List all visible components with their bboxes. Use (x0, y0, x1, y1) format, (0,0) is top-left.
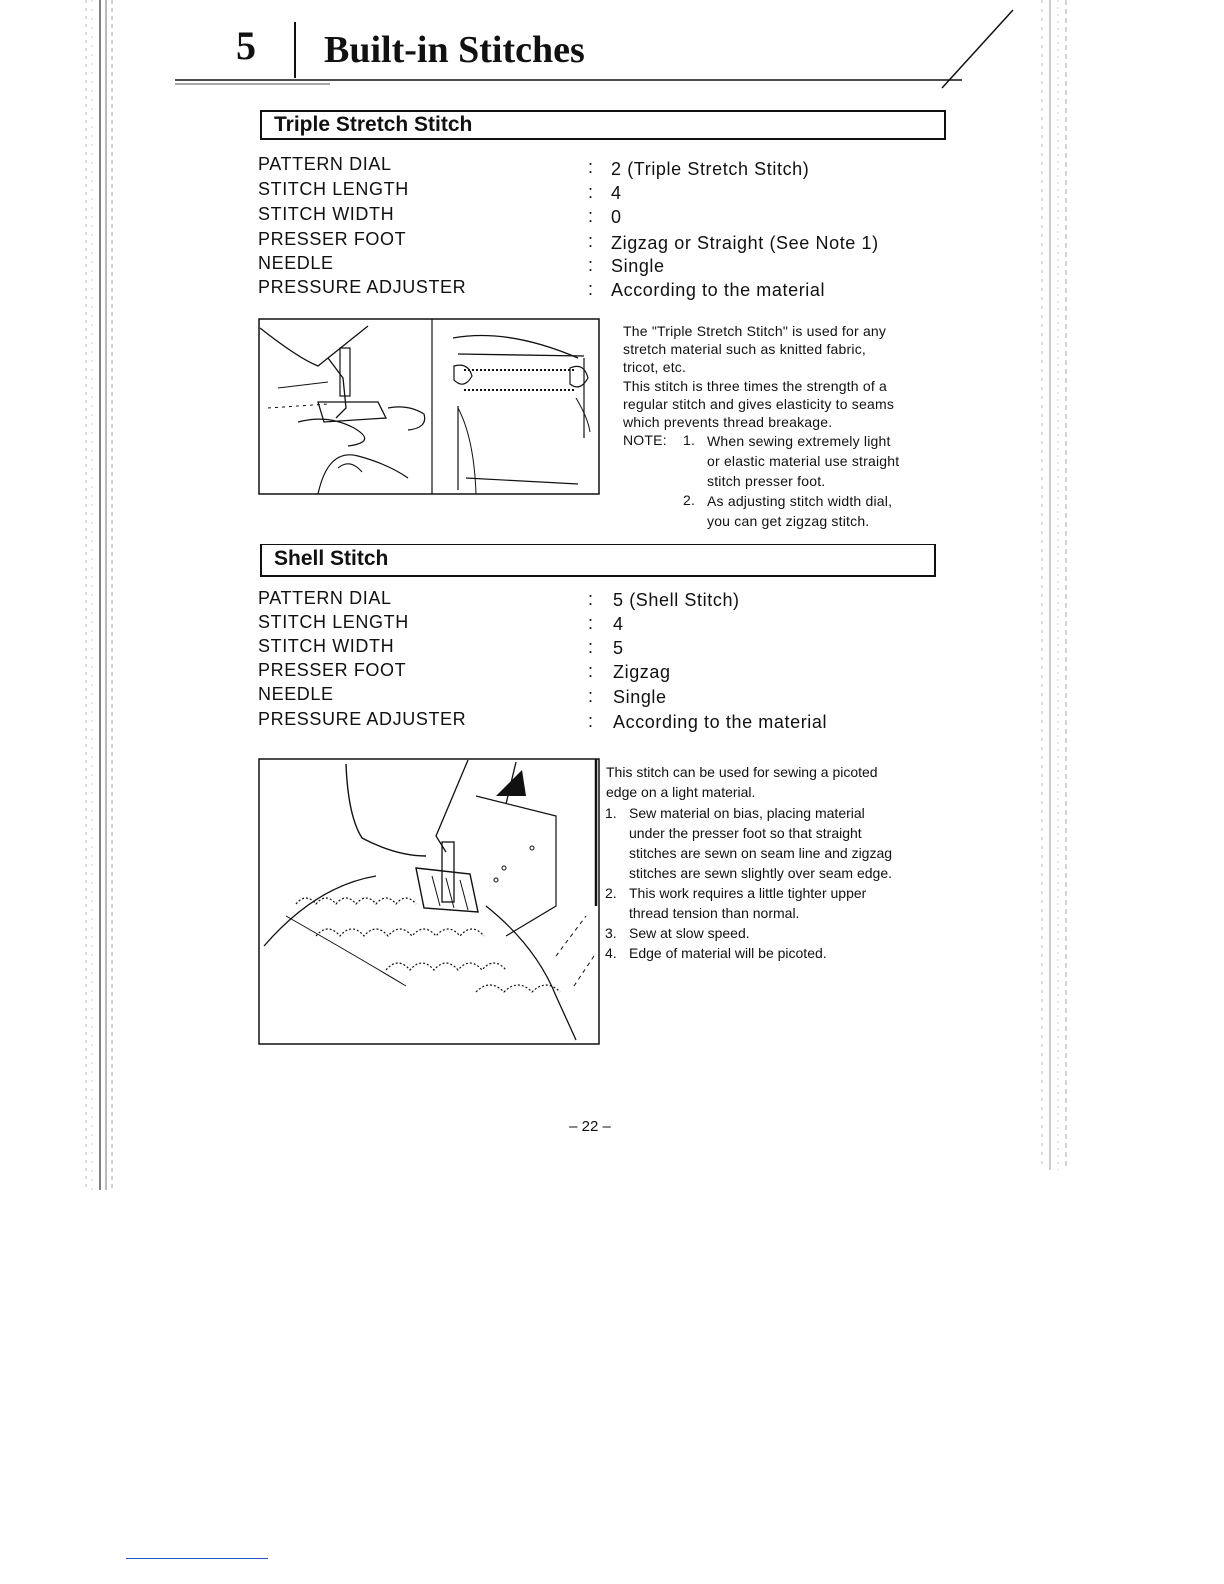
description-shell (606, 762, 936, 802)
step-line: Sew at slow speed. (629, 925, 750, 941)
description-line: tricot, etc. (623, 359, 687, 376)
spec-value: 2 (Triple Stretch Stitch) (611, 159, 810, 179)
spec-value: 0 (611, 207, 622, 227)
spec-colon: : (588, 206, 594, 226)
spec-label: STITCH LENGTH (258, 179, 409, 199)
spec-label: PRESSER FOOT (258, 660, 407, 680)
spec-value: According to the material (613, 712, 828, 732)
spec-colon: : (588, 255, 594, 275)
spec-value: 5 (613, 638, 624, 658)
spec-label: PRESSURE ADJUSTER (258, 277, 467, 297)
bottom-rule (126, 1558, 268, 1559)
step-line: under the presser foot so that straight (629, 825, 862, 841)
note-number: 2. (683, 492, 696, 508)
note-line: stitch presser foot. (707, 473, 826, 489)
spec-colon: : (588, 279, 594, 299)
spec-colon: : (588, 637, 594, 657)
spec-value: Zigzag or Straight (See Note 1) (611, 233, 879, 253)
spec-label: PRESSURE ADJUSTER (258, 709, 467, 729)
spec-colon: : (588, 589, 594, 609)
spec-value: 4 (611, 183, 622, 203)
spec-label: PATTERN DIAL (258, 588, 392, 608)
shell-stitch-illustration (256, 756, 602, 1046)
step-item (605, 803, 937, 883)
chapter-title: Built-in Stitches (324, 29, 585, 71)
section-title-shell: Shell Stitch (274, 547, 389, 570)
spec-label: STITCH WIDTH (258, 636, 395, 656)
description-line: edge on a light material. (606, 784, 756, 800)
spec-label: PATTERN DIAL (258, 154, 392, 174)
section-title-triple-stretch: Triple Stretch Stitch (274, 113, 473, 136)
description-line: This stitch is three times the strength of a (623, 377, 888, 394)
spec-value: Single (613, 687, 667, 707)
step-item (605, 943, 937, 963)
binding-margin-left (78, 0, 118, 1190)
note-label: NOTE: (623, 432, 667, 448)
spec-label: STITCH LENGTH (258, 612, 409, 632)
spec-value: 4 (613, 614, 624, 634)
spec-colon: : (588, 182, 594, 202)
step-line: thread tension than normal. (629, 905, 800, 921)
spec-value: According to the material (611, 280, 826, 300)
spec-label: NEEDLE (258, 253, 334, 273)
binding-margin-right (1036, 0, 1076, 1170)
step-number: 3. (605, 925, 617, 941)
step-line: This work requires a little tighter upper (629, 885, 867, 901)
note-line: you can get zigzag stitch. (707, 513, 870, 529)
chapter-number: 5 (236, 23, 256, 68)
spec-value: 5 (Shell Stitch) (613, 590, 740, 610)
step-number: 4. (605, 945, 617, 961)
description-line: regular stitch and gives elasticity to seams (623, 395, 895, 412)
triple-stretch-illustration (258, 318, 602, 498)
step-line: Edge of material will be picoted. (629, 945, 827, 961)
header-rule (0, 0, 1224, 100)
spec-colon: : (588, 711, 594, 731)
description-triple-stretch (623, 322, 943, 431)
spec-colon: : (588, 686, 594, 706)
step-number: 1. (605, 805, 617, 821)
note-line: or elastic material use straight (707, 453, 900, 469)
note-number: 1. (683, 432, 696, 448)
step-line: Sew material on bias, placing material (629, 805, 865, 821)
step-line: stitches are sewn on seam line and zigzag (629, 845, 893, 861)
page-number: – 22 – (569, 1118, 611, 1135)
step-item (605, 883, 937, 923)
spec-colon: : (588, 613, 594, 633)
spec-label: NEEDLE (258, 684, 334, 704)
step-number: 2. (605, 885, 617, 901)
spec-colon: : (588, 157, 594, 177)
description-line: This stitch can be used for sewing a picoted (606, 764, 878, 780)
step-item (605, 923, 937, 943)
note-line: As adjusting stitch width dial, (707, 493, 893, 509)
spec-label: STITCH WIDTH (258, 204, 395, 224)
section-heading-box-shell (260, 544, 936, 577)
description-line: stretch material such as knitted fabric, (623, 341, 866, 358)
spec-label: PRESSER FOOT (258, 229, 407, 249)
step-list (605, 803, 937, 963)
spec-value: Single (611, 256, 665, 276)
spec-colon: : (588, 231, 594, 251)
spec-colon: : (588, 661, 594, 681)
note-line: When sewing extremely light (707, 433, 891, 449)
section-heading-box-triple-stretch (260, 110, 946, 140)
description-line: The "Triple Stretch Stitch" is used for any (623, 323, 887, 339)
spec-value: Zigzag (613, 662, 671, 682)
step-line: stitches are sewn slightly over seam edge. (629, 865, 893, 881)
description-line: which prevents thread breakage. (623, 414, 833, 431)
